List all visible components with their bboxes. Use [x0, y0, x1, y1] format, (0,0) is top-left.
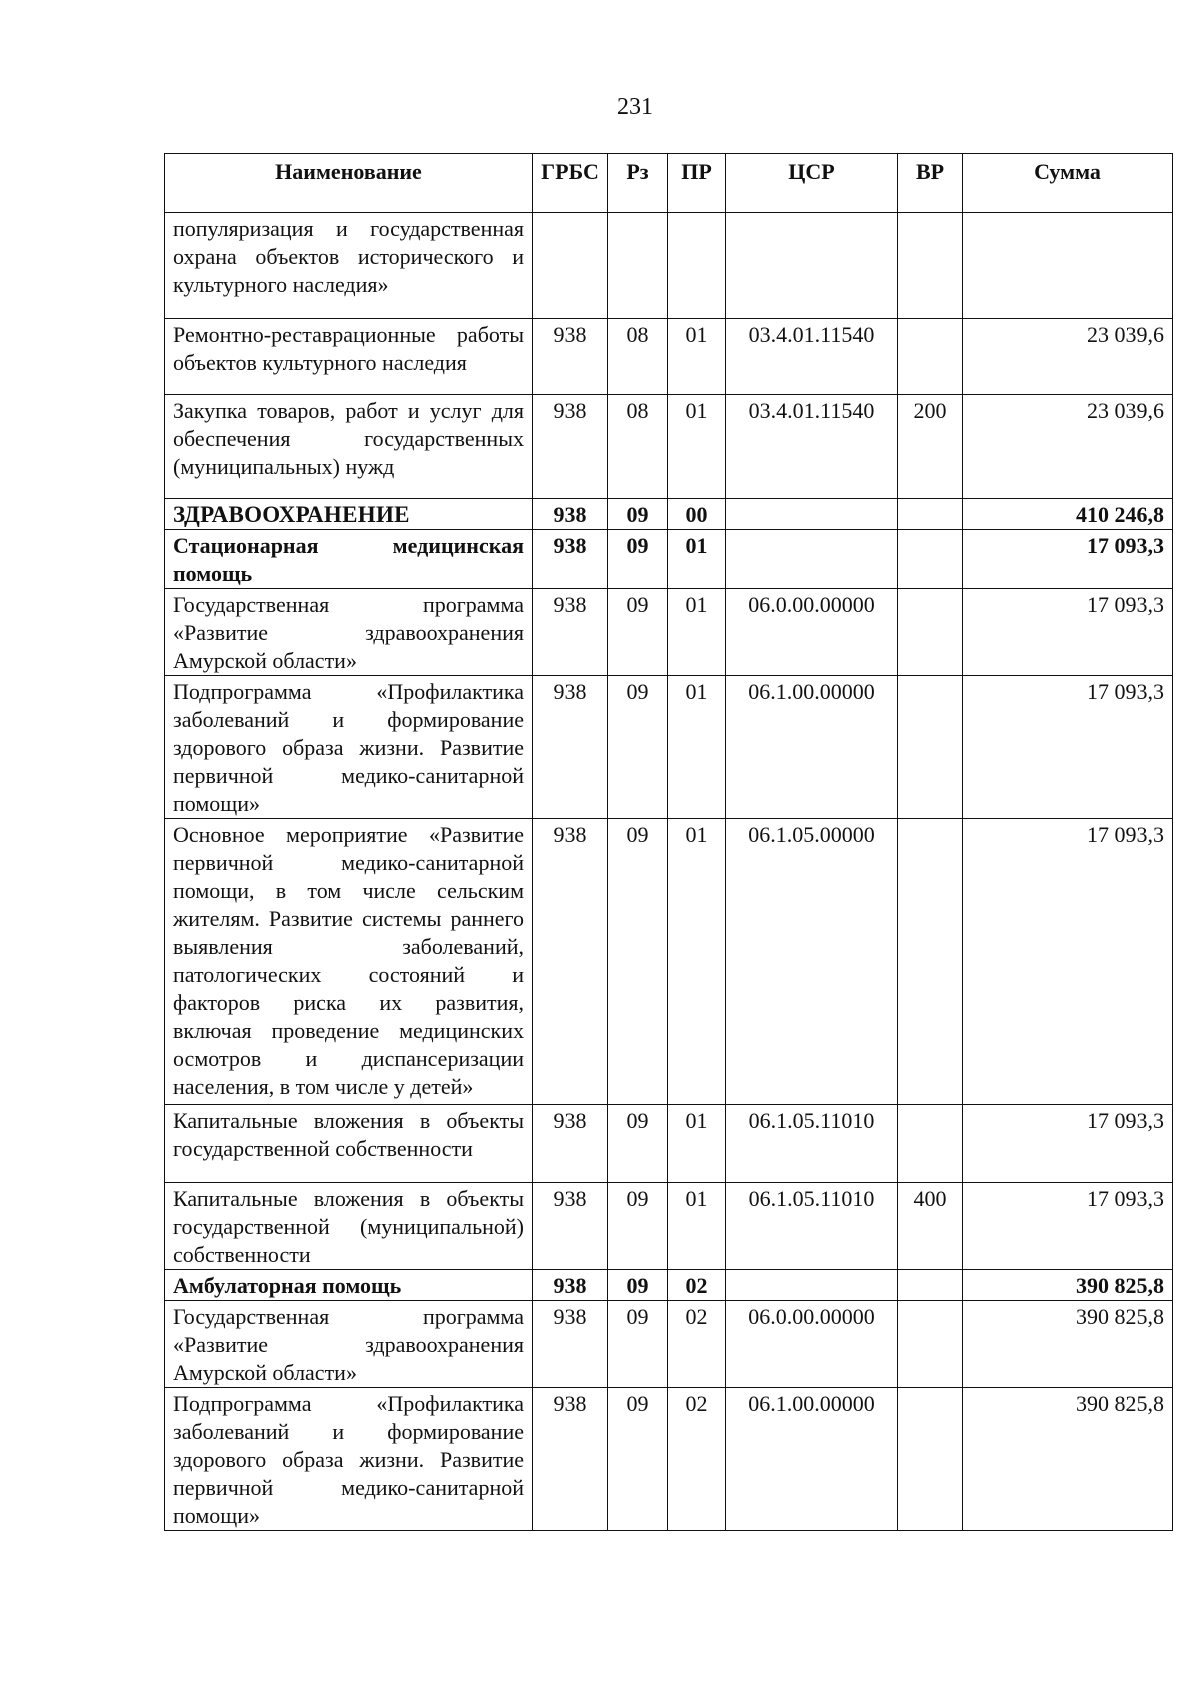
- header-row: [165, 154, 1173, 213]
- cell-sum: [963, 213, 1173, 319]
- cell-rz: 09: [608, 819, 668, 1105]
- table-row: [165, 589, 1173, 676]
- cell-csr: 06.1.05.11010: [726, 1183, 898, 1270]
- cell-csr: [726, 1270, 898, 1301]
- cell-sum: 17 093,3: [963, 676, 1173, 819]
- cell-rz: 09: [608, 1183, 668, 1270]
- cell-name: Государственная программа «Развитие здравоохранения Амурской области»: [165, 589, 533, 676]
- cell-vr: [898, 530, 963, 589]
- cell-pr: 01: [668, 530, 726, 589]
- column-header-csr: ЦСР: [726, 154, 898, 213]
- cell-vr: [898, 589, 963, 676]
- cell-csr: [726, 499, 898, 530]
- column-header-sum: Сумма: [963, 154, 1173, 213]
- cell-name: Закупка товаров, работ и услуг для обеспечения государственных (муниципальных) нужд: [165, 395, 533, 499]
- cell-csr: 06.1.00.00000: [726, 1388, 898, 1531]
- cell-rz: [608, 213, 668, 319]
- cell-sum: 23 039,6: [963, 395, 1173, 499]
- cell-vr: [898, 676, 963, 819]
- cell-rz: 09: [608, 1301, 668, 1388]
- cell-name: популяризация и государственная охрана объектов исторического и культурного наследия»: [165, 213, 533, 319]
- cell-pr: 01: [668, 819, 726, 1105]
- cell-csr: 06.1.05.00000: [726, 819, 898, 1105]
- cell-csr: [726, 530, 898, 589]
- cell-pr: 01: [668, 319, 726, 395]
- cell-pr: 01: [668, 1105, 726, 1183]
- cell-rz: 08: [608, 319, 668, 395]
- page-number: 231: [617, 94, 653, 120]
- cell-name: Ремонтно-реставрационные работы объектов культурного наследия: [165, 319, 533, 395]
- cell-csr: [726, 213, 898, 319]
- cell-vr: [898, 1388, 963, 1531]
- cell-vr: [898, 1301, 963, 1388]
- column-header-grbs: ГРБС: [533, 154, 608, 213]
- cell-sum: 410 246,8: [963, 499, 1173, 530]
- budget-table: [164, 153, 1173, 1531]
- table-row: [165, 530, 1173, 589]
- cell-name: Подпрограмма «Профилактика заболеваний и формирование здорового образа жизни. Развитие первичной медико-санитарной помощи»: [165, 1388, 533, 1531]
- table-row: [165, 1388, 1173, 1531]
- cell-sum: 390 825,8: [963, 1388, 1173, 1531]
- cell-vr: [898, 499, 963, 530]
- cell-name: ЗДРАВООХРАНЕНИЕ: [165, 499, 533, 530]
- cell-csr: 06.1.00.00000: [726, 676, 898, 819]
- cell-sum: 17 093,3: [963, 589, 1173, 676]
- table-row: [165, 1301, 1173, 1388]
- cell-rz: 09: [608, 530, 668, 589]
- cell-sum: 17 093,3: [963, 819, 1173, 1105]
- cell-csr: 06.0.00.00000: [726, 589, 898, 676]
- table-row: [165, 1270, 1173, 1301]
- cell-name: Амбулаторная помощь: [165, 1270, 533, 1301]
- column-header-rz: Рз: [608, 154, 668, 213]
- cell-pr: 02: [668, 1270, 726, 1301]
- table-row: [165, 819, 1173, 1105]
- cell-sum: 17 093,3: [963, 530, 1173, 589]
- cell-vr: [898, 213, 963, 319]
- cell-grbs: 938: [533, 1105, 608, 1183]
- cell-grbs: [533, 213, 608, 319]
- cell-name: Капитальные вложения в объекты государственной собственности: [165, 1105, 533, 1183]
- cell-rz: 09: [608, 676, 668, 819]
- cell-sum: 390 825,8: [963, 1301, 1173, 1388]
- cell-sum: 23 039,6: [963, 319, 1173, 395]
- table-row: [165, 213, 1173, 319]
- cell-grbs: 938: [533, 1270, 608, 1301]
- cell-csr: 03.4.01.11540: [726, 319, 898, 395]
- cell-sum: 17 093,3: [963, 1105, 1173, 1183]
- cell-grbs: 938: [533, 676, 608, 819]
- cell-grbs: 938: [533, 530, 608, 589]
- cell-rz: 09: [608, 1388, 668, 1531]
- cell-rz: 09: [608, 589, 668, 676]
- column-header-name: Наименование: [165, 154, 533, 213]
- cell-name: Подпрограмма «Профилактика заболеваний и формирование здорового образа жизни. Развитие первичной медико-санитарной помощи»: [165, 676, 533, 819]
- cell-sum: 390 825,8: [963, 1270, 1173, 1301]
- cell-grbs: 938: [533, 1301, 608, 1388]
- cell-vr: [898, 1270, 963, 1301]
- column-header-vr: ВР: [898, 154, 963, 213]
- cell-name: Стационарная медицинская помощь: [165, 530, 533, 589]
- cell-vr: [898, 319, 963, 395]
- cell-pr: 01: [668, 1183, 726, 1270]
- column-header-pr: ПР: [668, 154, 726, 213]
- cell-pr: 01: [668, 395, 726, 499]
- cell-grbs: 938: [533, 499, 608, 530]
- table-row: [165, 395, 1173, 499]
- cell-name: Государственная программа «Развитие здравоохранения Амурской области»: [165, 1301, 533, 1388]
- cell-rz: 08: [608, 395, 668, 499]
- cell-name: Капитальные вложения в объекты государственной (муниципальной) собственности: [165, 1183, 533, 1270]
- cell-csr: 06.1.05.11010: [726, 1105, 898, 1183]
- cell-pr: 01: [668, 676, 726, 819]
- cell-grbs: 938: [533, 819, 608, 1105]
- cell-name: Основное мероприятие «Развитие первичной медико-санитарной помощи, в том числе сельским жителям. Развитие системы раннего выявления заболеваний, патологических состояний и факторов риска их развития, включая проведение медицинских осмотров и диспансеризации населения, в том числе у детей»: [165, 819, 533, 1105]
- cell-pr: [668, 213, 726, 319]
- cell-pr: 00: [668, 499, 726, 530]
- table-row: [165, 1183, 1173, 1270]
- cell-rz: 09: [608, 1105, 668, 1183]
- cell-vr: 400: [898, 1183, 963, 1270]
- cell-pr: 02: [668, 1388, 726, 1531]
- table-row: [165, 319, 1173, 395]
- cell-grbs: 938: [533, 395, 608, 499]
- cell-grbs: 938: [533, 319, 608, 395]
- cell-pr: 02: [668, 1301, 726, 1388]
- cell-grbs: 938: [533, 589, 608, 676]
- cell-grbs: 938: [533, 1183, 608, 1270]
- cell-vr: [898, 1105, 963, 1183]
- table-row: [165, 499, 1173, 530]
- cell-pr: 01: [668, 589, 726, 676]
- cell-grbs: 938: [533, 1388, 608, 1531]
- table-row: [165, 676, 1173, 819]
- cell-csr: 06.0.00.00000: [726, 1301, 898, 1388]
- cell-sum: 17 093,3: [963, 1183, 1173, 1270]
- cell-rz: 09: [608, 499, 668, 530]
- cell-vr: 200: [898, 395, 963, 499]
- table-row: [165, 1105, 1173, 1183]
- cell-vr: [898, 819, 963, 1105]
- cell-rz: 09: [608, 1270, 668, 1301]
- cell-csr: 03.4.01.11540: [726, 395, 898, 499]
